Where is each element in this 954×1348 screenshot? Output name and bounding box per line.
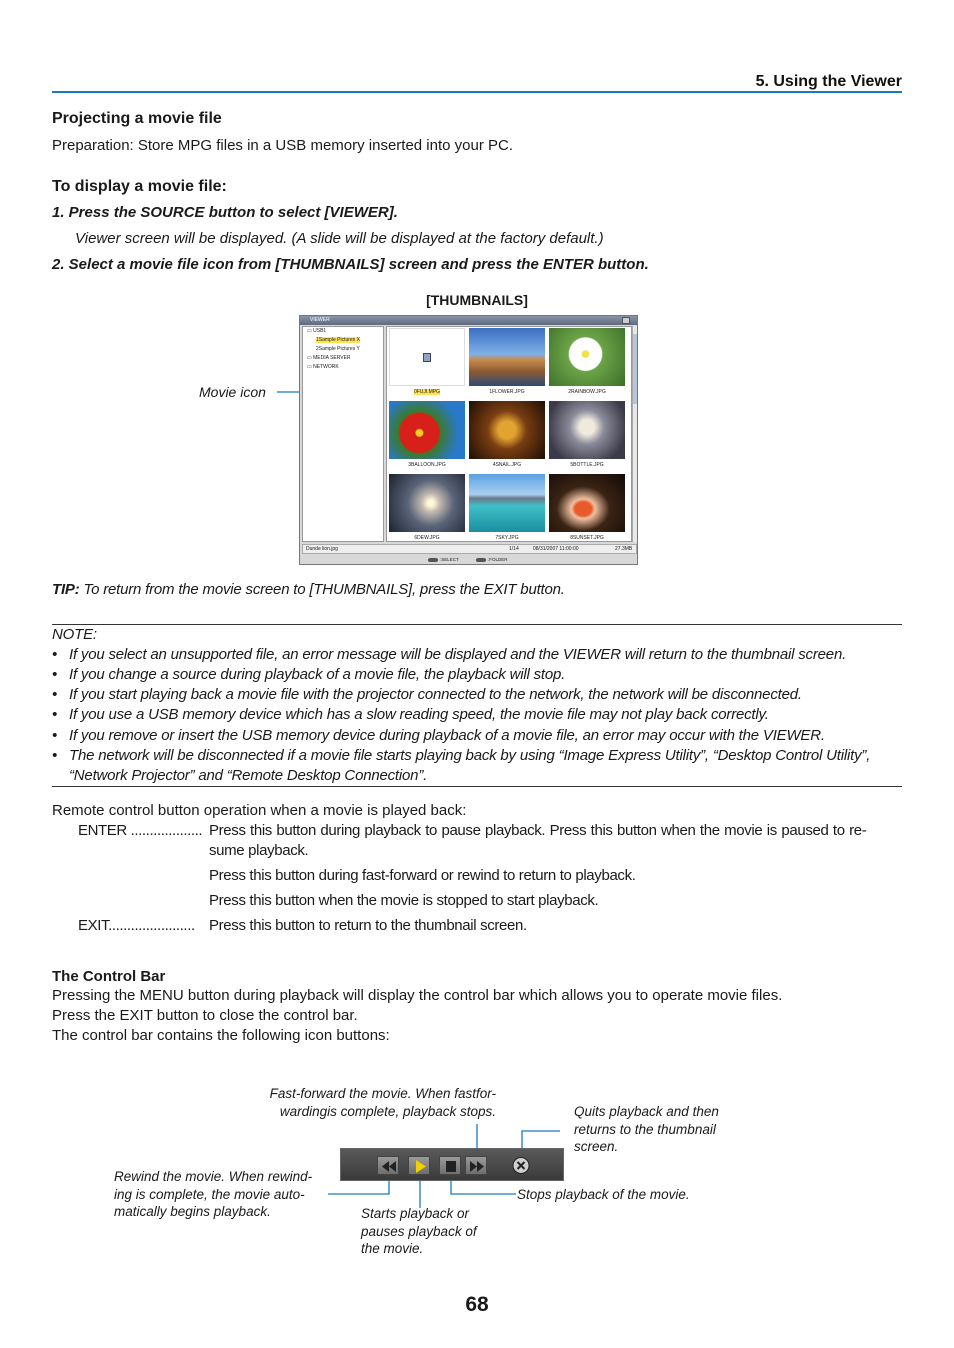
viewer-scrollbar[interactable] xyxy=(632,326,637,542)
tree-item: ▭ NETWORK xyxy=(307,364,339,370)
exit-label: EXIT....................... xyxy=(78,917,195,934)
rewind-icon xyxy=(378,1157,400,1176)
quit-button[interactable] xyxy=(510,1156,532,1175)
thumbnail[interactable]: 6DEW.JPG xyxy=(388,474,466,546)
note-item: “Network Projector” and “Remote Desktop Connection”. xyxy=(69,767,428,784)
tip: TIP: To return from the movie screen to [THUMBNAILS], press the EXIT button. xyxy=(52,581,565,598)
viewer-key-hints: :SELECT :FOLDER xyxy=(302,556,637,564)
thumbnail-grid xyxy=(386,326,632,542)
note-top-rule xyxy=(52,624,902,625)
note-label: NOTE: xyxy=(52,626,97,643)
note-item: The network will be disconnected if a movie file starts playing back by using “Image Express Utility”, “Desktop Control Utility”, xyxy=(69,747,871,764)
note-item: If you select an unsupported file, an error message will be displayed and the VIEWER will return to the thumbnail screen. xyxy=(69,646,847,663)
viewer-screenshot xyxy=(299,315,638,565)
thumbnail[interactable]: 2RAINBOW.JPG xyxy=(548,328,626,400)
note-bottom-rule xyxy=(52,786,902,787)
fast-forward-icon xyxy=(466,1157,488,1176)
viewer-status-bar: Dunde lion.jpg 1/14 08/31/2007 11:00:00 27.3MB xyxy=(302,544,637,554)
section-header: 5. Using the Viewer xyxy=(755,73,902,90)
note-bullet: • xyxy=(52,686,58,703)
control-bar-text: Press the EXIT button to close the control bar. xyxy=(52,1007,358,1024)
control-bar xyxy=(340,1148,564,1181)
fast-forward-button[interactable] xyxy=(465,1156,487,1175)
folder-key-icon xyxy=(476,558,486,562)
preparation-text: Preparation: Store MPG files in a USB memory inserted into your PC. xyxy=(52,137,514,154)
note-bullet: • xyxy=(52,747,58,764)
close-circle-icon xyxy=(510,1156,532,1175)
control-bar-text: Pressing the MENU button during playback will display the control bar which allows you to operate movie files. xyxy=(52,987,783,1004)
subsection-title: To display a movie file: xyxy=(52,178,227,195)
thumbnail[interactable]: 4SNAIL.JPG xyxy=(468,401,546,473)
callout-play: Starts playback or pauses playback of the movie. xyxy=(361,1206,477,1256)
step-1: 1. Press the SOURCE button to select [VIEWER]. xyxy=(52,204,398,221)
enter-desc: Press this button during fast-forward or rewind to return to playback. xyxy=(209,867,636,884)
note-bullet: • xyxy=(52,666,58,683)
thumbnail[interactable]: 5BOTTLE.JPG xyxy=(548,401,626,473)
callout-quit: Quits playback and then returns to the thumbnail screen. xyxy=(574,1104,719,1154)
callout-fast-forward: Fast-forward the movie. When fastfor- wardingis complete, playback stops. xyxy=(269,1086,496,1119)
tree-item: 1Sample Pictures X xyxy=(316,337,360,343)
page-number: 68 xyxy=(465,1293,489,1316)
enter-desc: sume playback. xyxy=(209,842,309,859)
thumbnail[interactable]: 0FUJI.MPG xyxy=(388,328,466,400)
callout-stop: Stops playback of the movie. xyxy=(517,1187,690,1202)
enter-desc: Press this button when the movie is stopped to start playback. xyxy=(209,892,599,909)
control-bar-text: The control bar contains the following icon buttons: xyxy=(52,1027,390,1044)
step-1-note: Viewer screen will be displayed. (A slide will be displayed at the factory default.) xyxy=(75,230,604,247)
section-title: Projecting a movie file xyxy=(52,110,222,127)
note-bullet: • xyxy=(52,646,58,663)
step-2: 2. Select a movie file icon from [THUMBNAILS] screen and press the ENTER button. xyxy=(52,256,649,273)
close-icon xyxy=(622,317,630,324)
remote-intro: Remote control button operation when a movie is played back: xyxy=(52,802,467,819)
enter-desc: Press this button during playback to pause playback. Press this button when the movie is paused to re- xyxy=(209,822,867,839)
enter-label: ENTER ................... xyxy=(78,822,203,839)
control-bar-title: The Control Bar xyxy=(52,968,166,985)
note-item: If you remove or insert the USB memory device during playback of a movie file, an error may occur with the VIEWER. xyxy=(69,727,825,744)
callout-rewind: Rewind the movie. When rewind- ing is complete, the movie auto- matically begins playback. xyxy=(114,1169,313,1219)
thumbnail[interactable]: 7SKY.JPG xyxy=(468,474,546,546)
tree-item: ▭ USB1 xyxy=(307,328,327,334)
play-icon xyxy=(409,1157,431,1176)
movie-icon-label: Movie icon xyxy=(199,384,266,400)
note-item: If you change a source during playback of a movie file, the playback will stop. xyxy=(69,666,566,683)
note-item: If you start playing back a movie file with the projector connected to the network, the network will be disconnected. xyxy=(69,686,802,703)
stop-button[interactable] xyxy=(439,1156,461,1175)
thumbnail[interactable]: 3BALLOON.JPG xyxy=(388,401,466,473)
note-bullet: • xyxy=(52,727,58,744)
note-bullet: • xyxy=(52,706,58,723)
exit-desc: Press this button to return to the thumbnail screen. xyxy=(209,917,527,934)
viewer-title-bar: VIEWER xyxy=(300,316,637,325)
tree-item: 2Sample Pictures Y xyxy=(316,346,360,352)
stop-icon xyxy=(440,1157,462,1176)
folder-tree xyxy=(302,326,384,542)
rewind-button[interactable] xyxy=(377,1156,399,1175)
figure-label: [THUMBNAILS] xyxy=(426,292,528,308)
thumbnail[interactable]: 1FLOWER.JPG xyxy=(468,328,546,400)
thumbnail[interactable]: 8SUNSET.JPG xyxy=(548,474,626,546)
header-rule xyxy=(52,91,902,93)
tree-item: ▭ MEDIA SERVER xyxy=(307,355,351,361)
movie-file-icon xyxy=(423,353,431,362)
note-item: If you use a USB memory device which has a slow reading speed, the movie file may not play back correctly. xyxy=(69,706,769,723)
select-key-icon xyxy=(428,558,438,562)
play-pause-button[interactable] xyxy=(408,1156,430,1175)
